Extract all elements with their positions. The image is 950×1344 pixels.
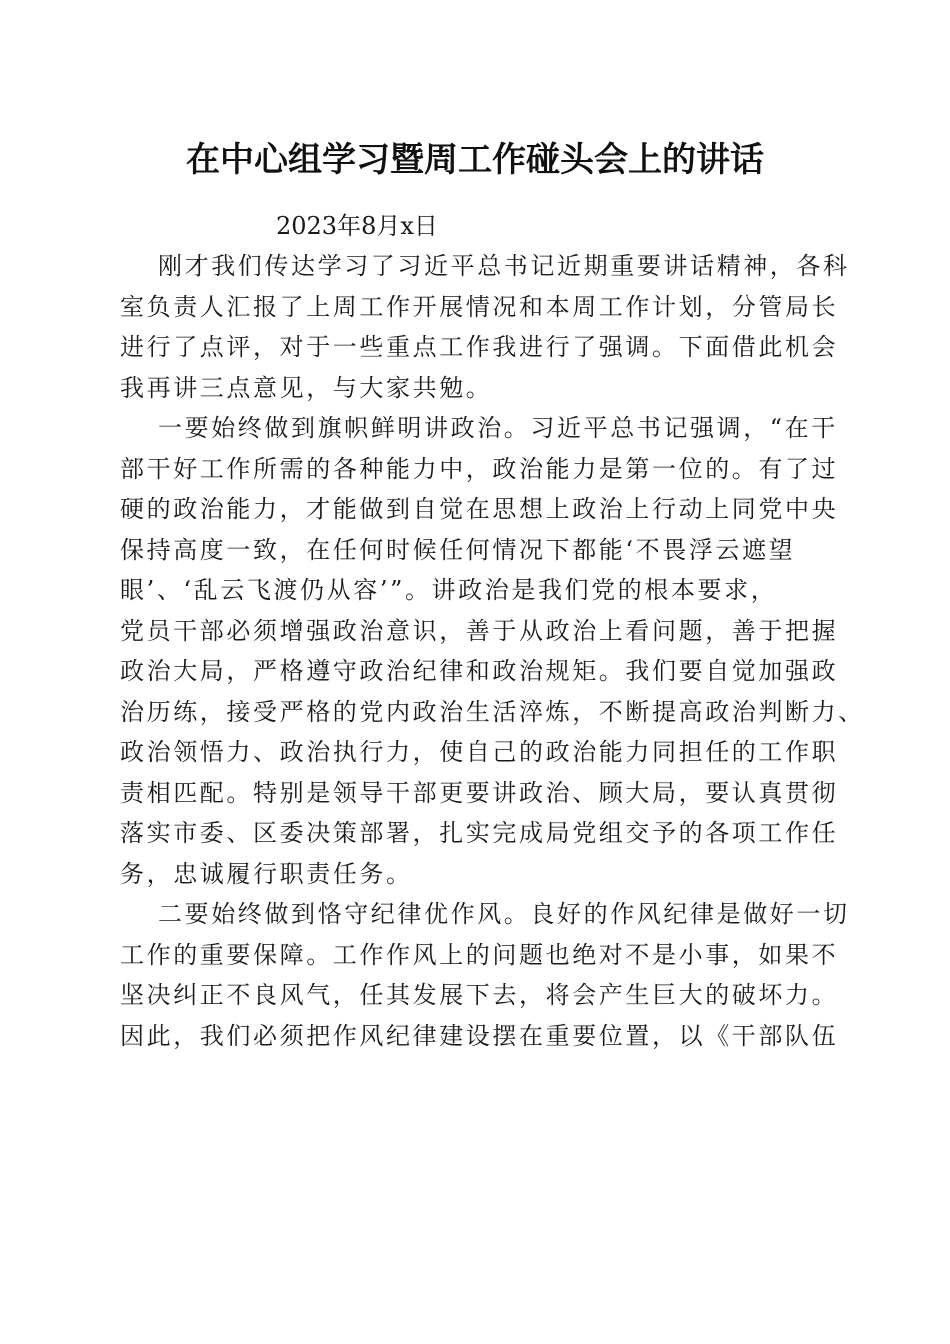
paragraph-line: 硬的政治能力，才能做到自觉在思想上政治上行动上同党中央 bbox=[120, 495, 839, 523]
paragraph-line: 责相匹配。特别是领导干部更要讲政治、顾大局，要认真贯彻 bbox=[120, 778, 839, 807]
paragraph-point-two bbox=[120, 894, 850, 1056]
paragraph-line: 室负责人汇报了上周工作开展情况和本周工作计划，分管局长 bbox=[120, 292, 839, 321]
paragraph-line: 坚决纠正不良风气，任其发展下去，将会产生巨大的破坏力。 bbox=[120, 981, 839, 1009]
paragraph-line: 治历练，接受严格的党内政治生活淬炼，不断提高政治判断力、 bbox=[120, 697, 865, 726]
paragraph-line: 务，忠诚履行职责任务。 bbox=[120, 859, 413, 888]
document-title: 在中心组学习暨周工作碰头会上的讲话 bbox=[186, 140, 764, 180]
paragraph-line: 党员干部必须增强政治意识，善于从政治上看问题，善于把握 bbox=[120, 616, 839, 645]
paragraph-point-one bbox=[120, 408, 865, 894]
document-date: 2023年8月x日 bbox=[276, 212, 438, 240]
paragraph-line: 政治大局，严格遵守政治纪律和政治规矩。我们要自觉加强政 bbox=[120, 657, 839, 685]
paragraph-line: 二要始终做到恪守纪律优作风。良好的作风纪律是做好一切 bbox=[158, 900, 850, 928]
paragraph-opening bbox=[120, 246, 850, 408]
paragraph-line: 部干好工作所需的各种能力中，政治能力是第一位的。有了过 bbox=[120, 454, 839, 483]
paragraph-line: 刚才我们传达学习了习近平总书记近期重要讲话精神，各科 bbox=[158, 252, 850, 280]
paragraph-line: 工作的重要保障。工作作风上的问题也绝对不是小事，如果不 bbox=[120, 940, 839, 969]
paragraph-line: 眼’、‘乱云飞渡仍从容’”。讲政治是我们党的根本要求， bbox=[120, 576, 778, 604]
paragraph-line: 政治领悟力、政治执行力，使自己的政治能力同担任的工作职 bbox=[120, 738, 839, 766]
paragraph-line: 进行了点评，对于一些重点工作我进行了强调。下面借此机会 bbox=[120, 333, 839, 361]
paragraph-line: 因此，我们必须把作风纪律建设摆在重要位置，以《干部队伍 bbox=[120, 1021, 839, 1050]
paragraph-line: 一要始终做到旗帜鲜明讲政治。习近平总书记强调，“在干 bbox=[158, 414, 838, 442]
paragraph-line: 保持高度一致，在任何时候任何情况下都能‘不畏浮云遮望 bbox=[120, 535, 796, 564]
paragraph-line: 落实市委、区委决策部署，扎实完成局党组交予的各项工作任 bbox=[120, 819, 839, 847]
paragraph-line: 我再讲三点意见，与大家共勉。 bbox=[120, 373, 493, 402]
